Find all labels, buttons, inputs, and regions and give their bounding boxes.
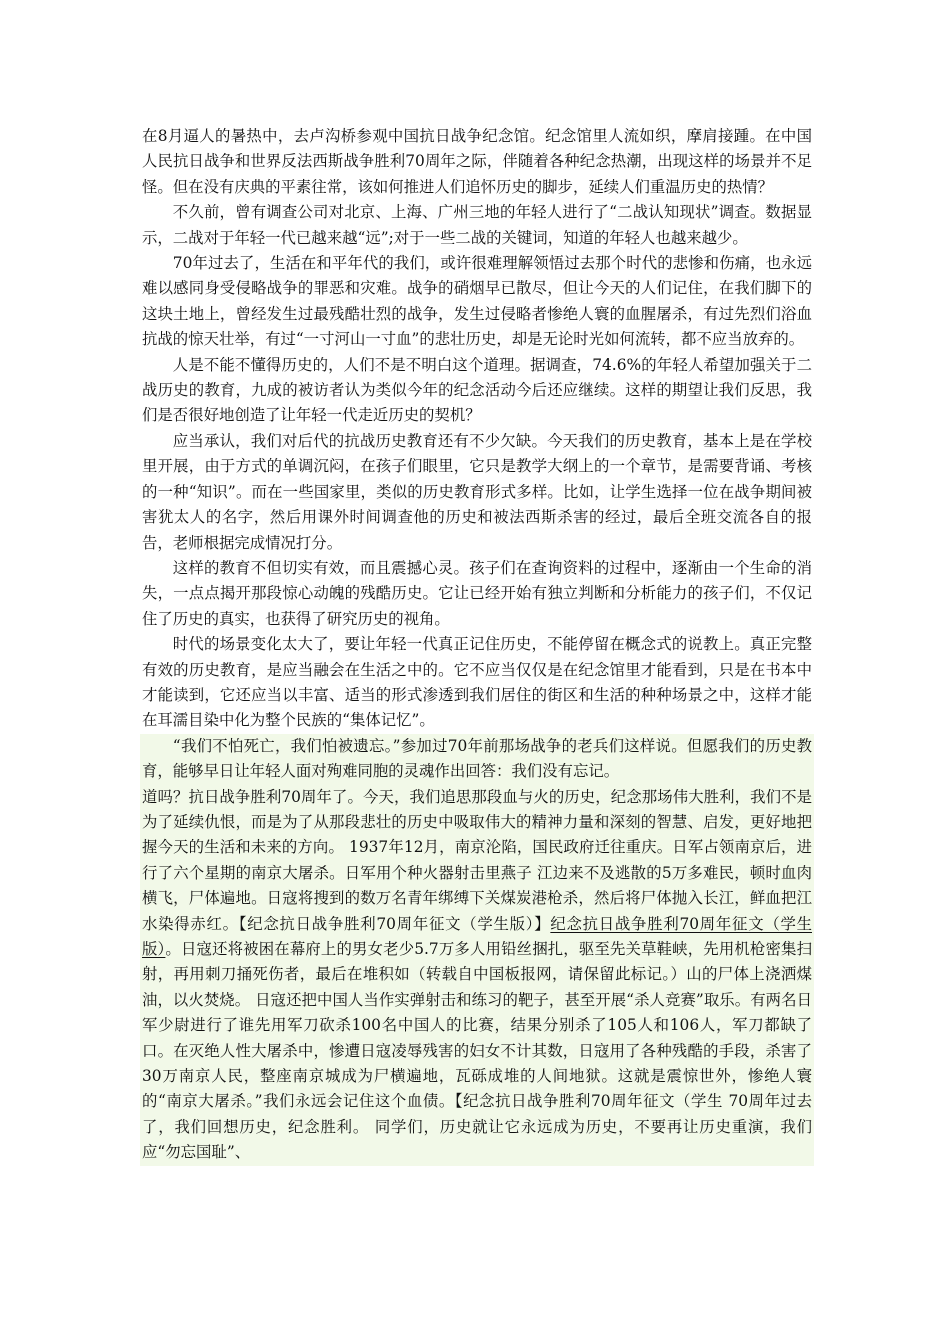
- document-page: [142, 124, 812, 1166]
- paragraph-2: 不久前，曾有调查公司对北京、上海、广州三地的年轻人进行了“二战认知现状”调查。数据显示，二战对于年轻一代已越来越“远”;对于一些二战的关键词，知道的年轻人也越来越少。: [142, 203, 812, 247]
- paragraph-3: 70年过去了，生活在和平年代的我们，或许很难理解领悟过去那个时代的悲惨和伤痛，也永远难以感同身受侵略战争的罪恶和灾难。战争的硝烟早已散尽，但让今天的人们记住，在我们脚下的这块土地上，曾经发生过最残酷壮烈的战争，发生过侵略者惨绝人寰的血腥屠杀，有过先烈们浴血抗战的惊天壮举，有过“一寸河山一寸血”的悲壮历史，却是无论时光如何流转，都不应当放弃的。: [142, 254, 812, 349]
- highlighted-section: [140, 734, 814, 1166]
- paragraph-7: 时代的场景变化太大了，要让年轻一代真正记住历史，不能停留在概念式的说教上。真正完整有效的历史教育，是应当融会在生活之中的。它不应当仅仅是在纪念馆里才能看到，只是在书本中才能读到，它还应当以丰富、适当的形式渗透到我们居住的街区和生活的种种场景之中，这样才能在耳濡目染中化为整个民族的“集体记忆”。: [142, 635, 812, 730]
- essay-text-after-link: 。日寇还将被困在幕府上的男女老少5.7万多人用铅丝捆扎，驱至先关草鞋峡，先用机枪密集扫射，再用刺刀捅死伤者，最后在堆积如（转载自中国板报网，请保留此标记。）山的尸体上浇洒煤油，以火焚烧。 日寇还把中国人当作实弹射击和练习的靶子，甚至开展“杀人竞赛”取乐。有两名日军少尉进行了谁先用军刀砍杀100名中国人的比赛，结果分别杀了105人和106人，军刀都缺了口。在灭绝人性大屠杀中，惨遭日寇凌辱残害的妇女不计其数，日寇用了各种残酷的手段，杀害了30万南京人民，整座南京城成为尸横遍地，瓦砾成堆的人间地狱。这就是震惊世外，惨绝人寰的“南京大屠杀。”我们永远会记住这个血债。【纪念抗日战争胜利70周年征文（学生 70周年过去了，我们回想历史，纪念胜利。 同学们，历史就让它永远成为历史，不要再让历史重演，我们应“勿忘国耻”、: [142, 940, 812, 1162]
- paragraph-4: 人是不能不懂得历史的，人们不是不明白这个道理。据调查，74.6%的年轻人希望加强关于二战历史的教育，九成的被访者认为类似今年的纪念活动今后还应继续。这样的期望让我们反思，我们是否很好地创造了让年轻一代走近历史的契机？: [142, 355, 812, 425]
- paragraph-6: 这样的教育不但切实有效，而且震撼心灵。孩子们在查询资料的过程中，逐渐由一个生命的消失，一点点揭开那段惊心动魄的残酷历史。它让已经开始有独立判断和分析能力的孩子们，不仅记住了历史的真实，也获得了研究历史的视角。: [142, 558, 812, 628]
- essay-title-link[interactable]: 纪念抗日战争胜利70周年征文（学生版）: [142, 914, 812, 958]
- quote-paragraph: “我们不怕死亡，我们怕被遗忘。”参加过70年前那场战争的老兵们这样说。但愿我们的历史教育，能够早日让年轻人面对殉难同胞的灵魂作出回答：我们没有忘记。: [142, 736, 812, 781]
- essay-text-before-link: 道吗？抗日战争胜利70周年了。今天，我们追思那段血与火的历史，纪念那场伟大胜利，我们不是为了延续仇恨，而是为了从那段悲壮的历史中吸取伟大的精神力量和深刻的智慧、启发，更好地把握今天的生活和未来的方向。 1937年12月，南京沦陷，国民政府迁往重庆。日军占领南京后，进行了六个星期的南京大屠杀。日军用个种火器射击里燕子 江边来不及逃散的5万多难民，顿时血肉横飞，尸体遍地。日寇将搜到的数万名青年绑缚下关煤炭港枪杀，然后将尸体抛入长江，鲜血把江水染得赤红。【纪念抗日战争胜利70周年征文（学生版）】: [142, 787, 812, 933]
- paragraph-1: 在8月逼人的暑热中，去卢沟桥参观中国抗日战争纪念馆。纪念馆里人流如织，摩肩接踵。在中国人民抗日战争和世界反法西斯战争胜利70周年之际，伴随着各种纪念热潮，出现这样的场景并不足怪。但在没有庆典的平素往常，该如何推进人们追怀历史的脚步，延续人们重温历史的热情？: [142, 127, 812, 196]
- essay-paragraph: [142, 785, 812, 1166]
- paragraph-5: 应当承认，我们对后代的抗战历史教育还有不少欠缺。今天我们的历史教育，基本上是在学校里开展，由于方式的单调沉闷，在孩子们眼里，它只是教学大纲上的一个章节，是需要背诵、考核的一种“知识”。而在一些国家里，类似的历史教育形式多样。比如，让学生选择一位在战争期间被害犹太人的名字，然后用课外时间调查他的历史和被法西斯杀害的经过，最后全班交流各自的报告，老师根据完成情况打分。: [142, 431, 812, 552]
